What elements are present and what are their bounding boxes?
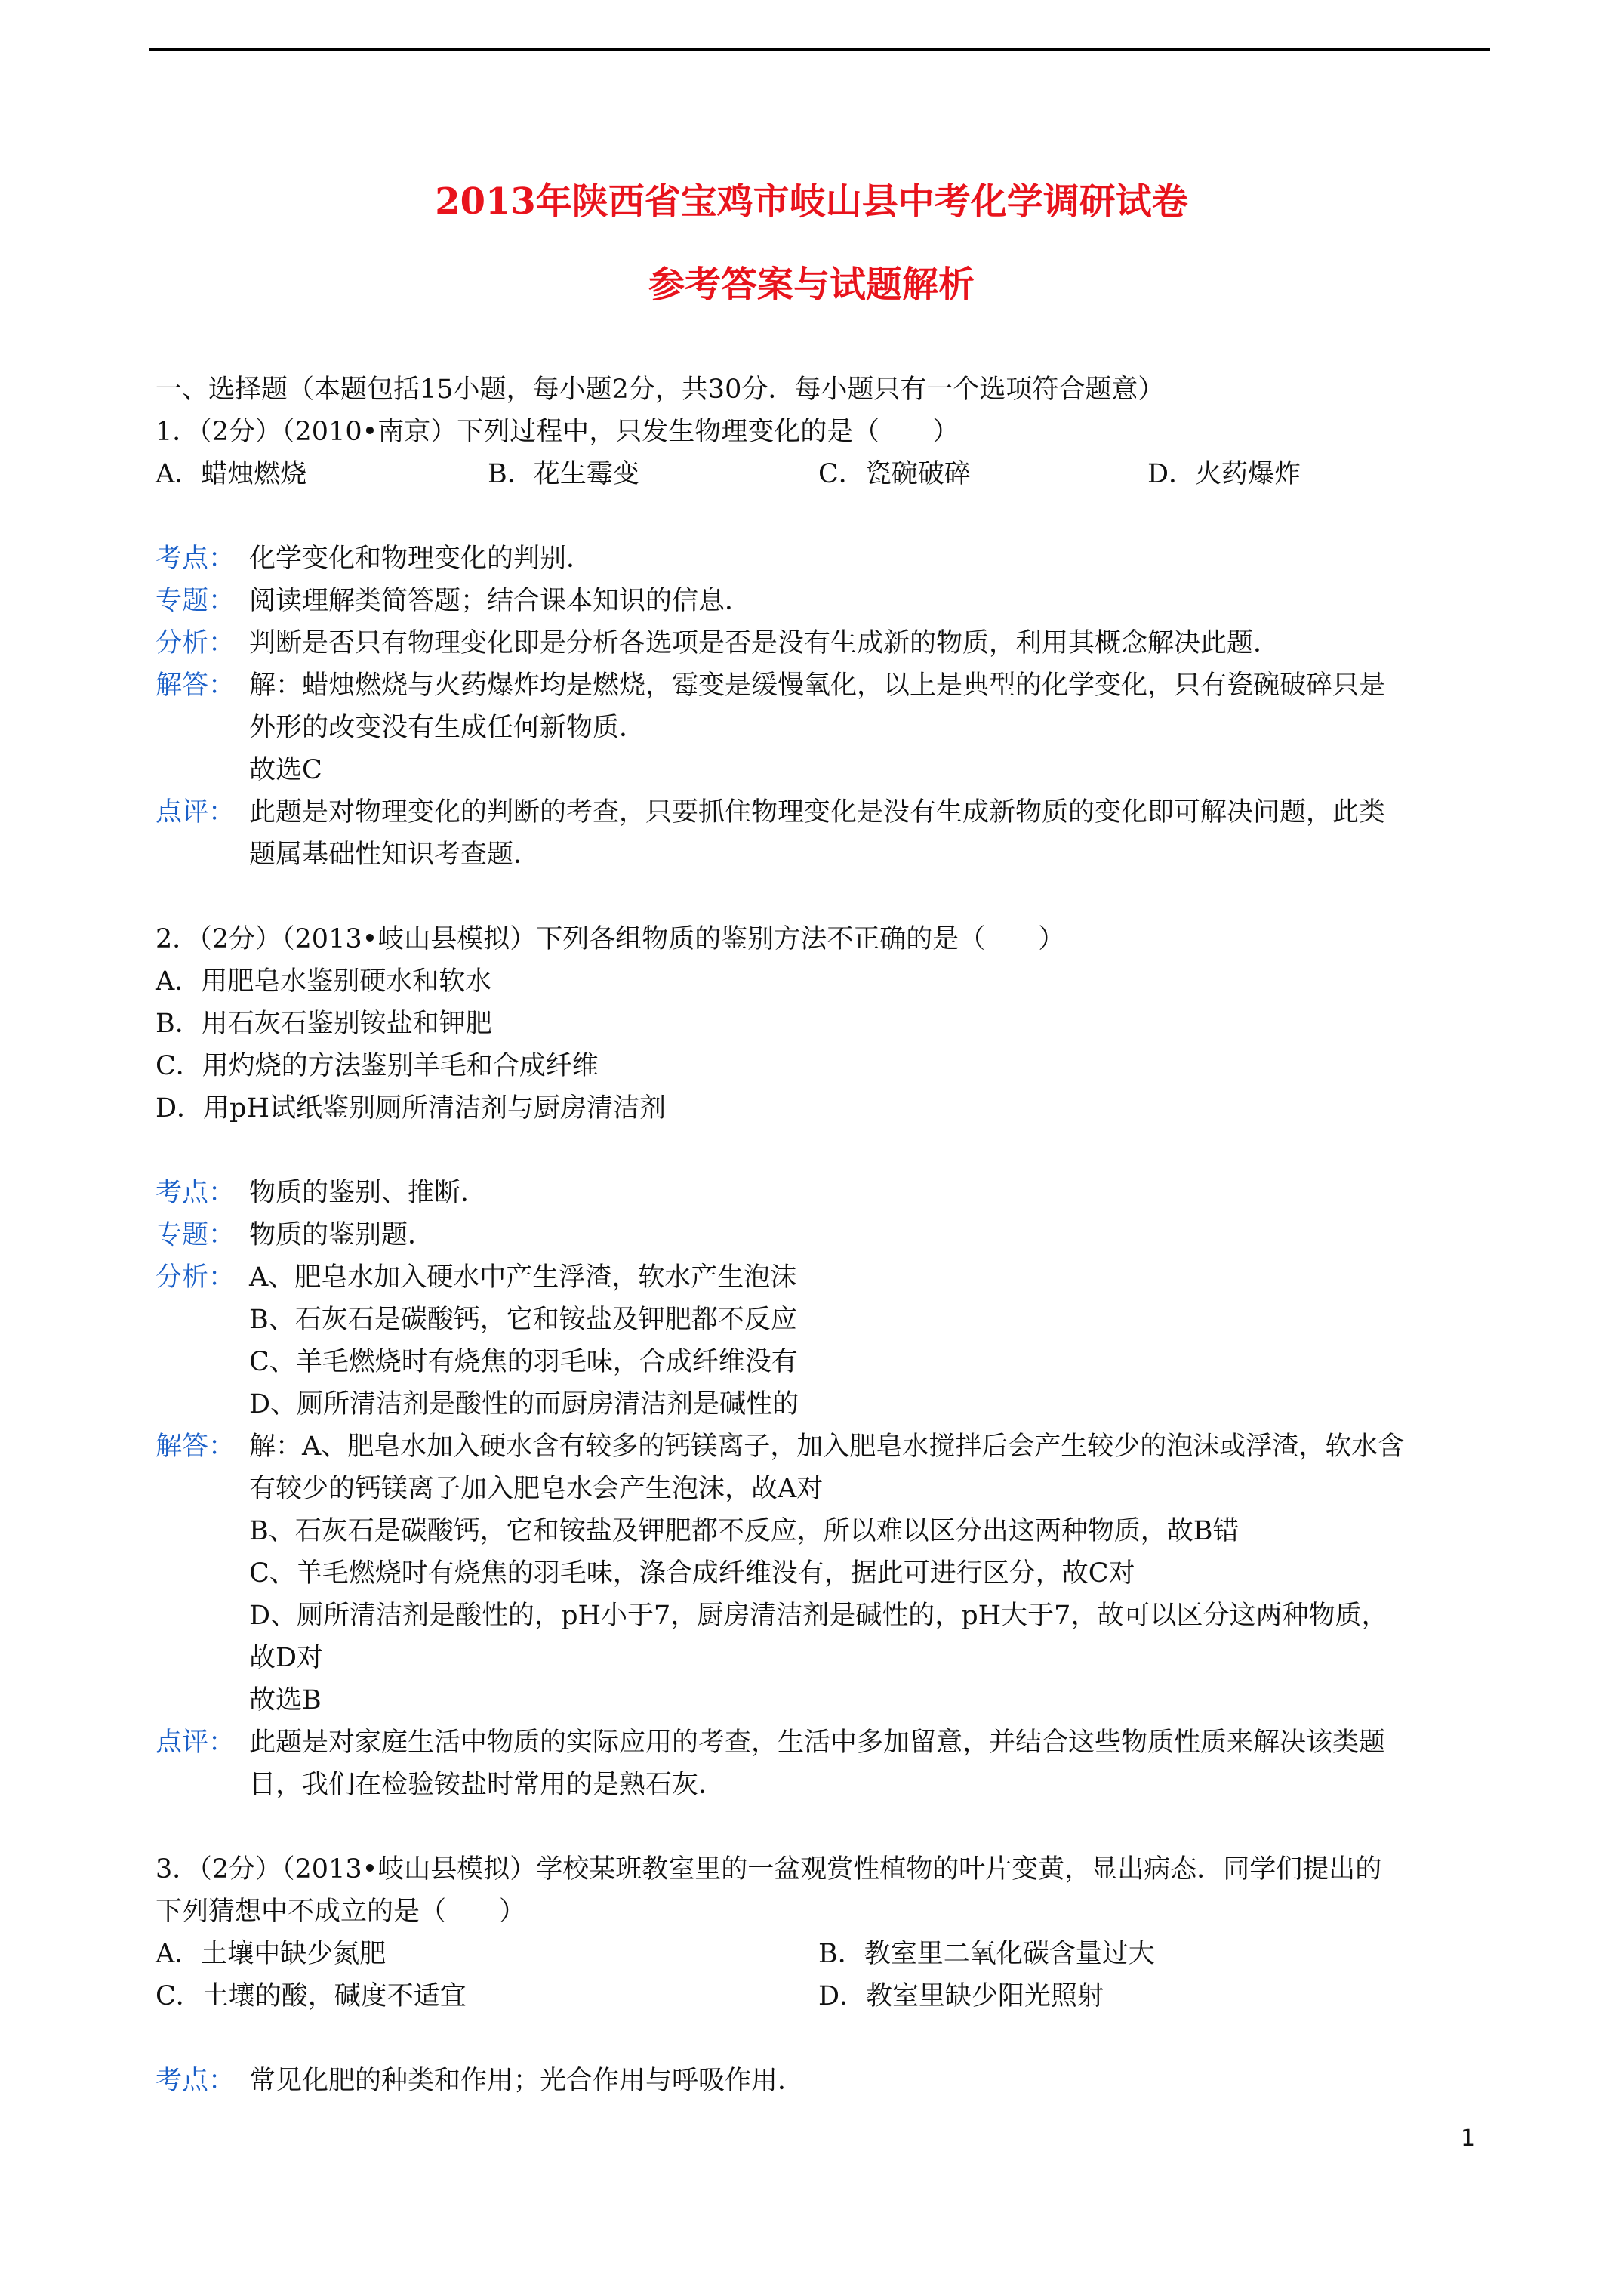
q3-kaodian-text: 常见化肥的种类和作用；光合作用与呼吸作用．: [249, 2066, 805, 2096]
q1-jieda-line: 外形的改变没有生成任何新物质．: [249, 713, 646, 743]
q2-jieda-line: B、石灰石是碳酸钙，它和铵盐及钾肥都不反应，所以难以区分出这两种物质，故B错: [249, 1516, 1240, 1546]
q2-fenxi-line: A、肥皂水加入硬水中产生浮渣，软水产生泡沫: [249, 1262, 797, 1293]
q2-zhuanti-text: 物质的鉴别题．: [249, 1220, 435, 1250]
q2-option-b: B．用石灰石鉴别铵盐和钾肥: [156, 1009, 492, 1039]
q1-zhuanti-text: 阅读理解类简答题；结合课本知识的信息．: [249, 586, 752, 616]
q1-jieda-line: 解：蜡烛燃烧与火药爆炸均是燃烧，霉变是缓慢氧化，以上是典型的化学变化，只有瓷碗破碎只是: [249, 670, 1386, 701]
q2-fenxi-line: B、石灰石是碳酸钙，它和铵盐及钾肥都不反应: [249, 1305, 797, 1335]
q1-kaodian-label: 考点：: [156, 544, 236, 574]
q2-fenxi-line: C、羊毛燃烧时有烧焦的羽毛味，合成纤维没有: [249, 1347, 798, 1377]
q1-option-c: C．瓷碗破碎: [818, 459, 971, 489]
q2-zhuanti-label: 专题：: [156, 1220, 236, 1250]
q2-fenxi-line: D、厕所清洁剂是酸性的而厨房清洁剂是碱性的: [249, 1389, 799, 1419]
q1-jieda-line: 故选C: [249, 755, 322, 785]
q2-option-a: A．用肥皂水鉴别硬水和软水: [156, 966, 492, 997]
q2-fenxi-label: 分析：: [156, 1262, 236, 1293]
q2-kaodian-text: 物质的鉴别、推断．: [249, 1178, 488, 1208]
q3-kaodian-label: 考点：: [156, 2066, 236, 2096]
q2-jieda-line: 有较少的钙镁离子加入肥皂水会产生泡沫，故A对: [249, 1474, 824, 1504]
q3-stem: 下列猜想中不成立的是（ ）: [156, 1897, 526, 1927]
q2-jieda-line: C、羊毛燃烧时有烧焦的羽毛味，涤合成纤维没有，据此可进行区分，故C对: [249, 1558, 1135, 1589]
q2-dianping-line: 此题是对家庭生活中物质的实际应用的考查，生活中多加留意，并结合这些物质性质来解决该类题: [249, 1727, 1386, 1758]
q2-stem: 2．（2分）（2013•岐山县模拟）下列各组物质的鉴别方法不正确的是（ ）: [156, 924, 1065, 954]
q3-option-d: D．教室里缺少阳光照射: [818, 1981, 1104, 2011]
q2-option-d: D．用pH试纸鉴别厕所清洁剂与厨房清洁剂: [156, 1093, 666, 1123]
q2-dianping-line: 目，我们在检验铵盐时常用的是熟石灰．: [249, 1770, 725, 1800]
q2-option-c: C．用灼烧的方法鉴别羊毛和合成纤维: [156, 1051, 599, 1081]
q2-jieda-line: D、厕所清洁剂是酸性的，pH小于7，厨房清洁剂是碱性的，pH大于7，故可以区分这两种物质，: [249, 1601, 1388, 1631]
q1-stem: 1．（2分）（2010•南京）下列过程中，只发生物理变化的是（ ）: [156, 417, 959, 447]
q2-dianping-label: 点评：: [156, 1727, 236, 1758]
q3-option-b: B．教室里二氧化碳含量过大: [818, 1939, 1155, 1969]
q1-jieda-label: 解答：: [156, 670, 236, 701]
q2-jieda-line: 故D对: [249, 1643, 324, 1673]
q1-fenxi-label: 分析：: [156, 628, 236, 658]
q3-option-c: C．土壤的酸，碱度不适宜: [156, 1981, 467, 2011]
q2-jieda-line: 解：A、肥皂水加入硬水含有较多的钙镁离子，加入肥皂水搅拌后会产生较少的泡沫或浮渣，软水含: [249, 1432, 1405, 1462]
q3-option-a: A．土壤中缺少氮肥: [156, 1939, 387, 1969]
page-subtitle: 参考答案与试题解析: [648, 264, 975, 306]
q2-jieda-line: 故选B: [249, 1685, 322, 1715]
q1-dianping-line: 题属基础性知识考查题．: [249, 840, 540, 870]
q1-zhuanti-label: 专题：: [156, 586, 236, 616]
q1-option-a: A．蜡烛燃烧: [156, 459, 307, 489]
q1-kaodian-text: 化学变化和物理变化的判别．: [249, 544, 593, 574]
q2-kaodian-label: 考点：: [156, 1178, 236, 1208]
q1-fenxi-text: 判断是否只有物理变化即是分析各选项是否是没有生成新的物质，利用其概念解决此题．: [249, 628, 1280, 658]
q1-option-d: D．火药爆炸: [1147, 459, 1301, 489]
page-number: 1: [1461, 2125, 1476, 2152]
top-rule: [149, 48, 1490, 51]
q1-dianping-line: 此题是对物理变化的判断的考查，只要抓住物理变化是没有生成新物质的变化即可解决问题，此类: [249, 797, 1386, 827]
q1-option-b: B．花生霉变: [488, 459, 639, 489]
q2-jieda-label: 解答：: [156, 1432, 236, 1462]
section-heading: 一、选择题（本题包括15小题，每小题2分，共30分．每小题只有一个选项符合题意）: [156, 374, 1165, 405]
q3-stem: 3．（2分）（2013•岐山县模拟）学校某班教室里的一盆观赏性植物的叶片变黄，显出病态．同学们提出的: [156, 1854, 1382, 1885]
page-title: 2013年陕西省宝鸡市岐山县中考化学调研试卷: [435, 180, 1188, 223]
q1-dianping-label: 点评：: [156, 797, 236, 827]
